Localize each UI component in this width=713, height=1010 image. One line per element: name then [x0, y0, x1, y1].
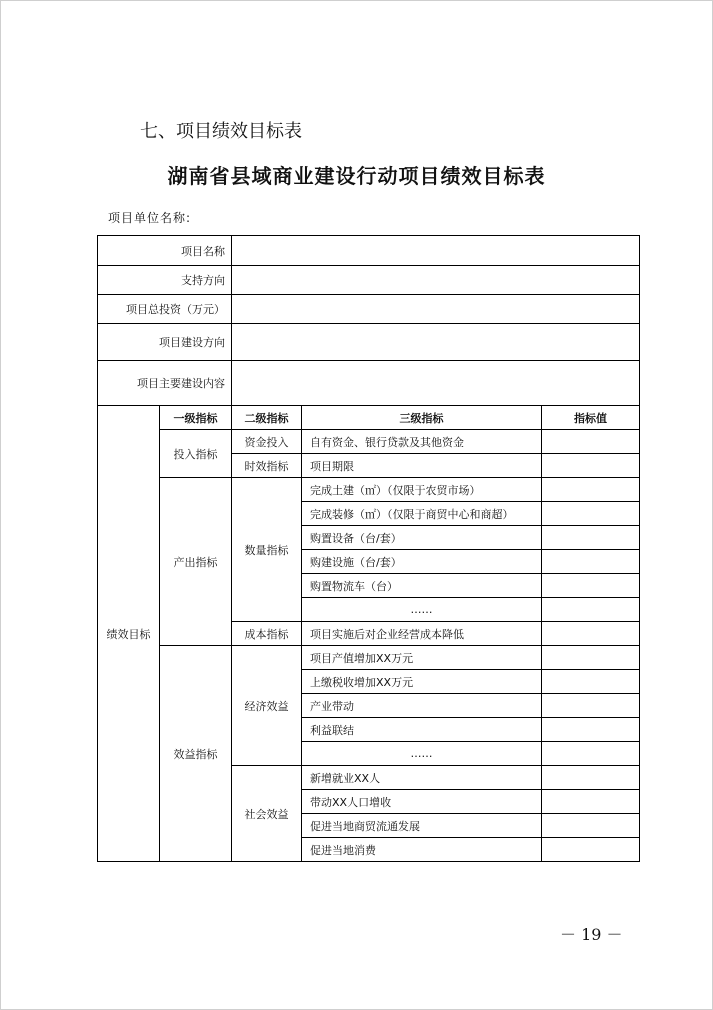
indicator-value-cell[interactable] — [542, 430, 640, 454]
info-value-cell[interactable] — [232, 324, 640, 361]
level3-cell: 购置物流车（台） — [302, 574, 542, 598]
header-row — [98, 406, 640, 430]
indicator-value-cell[interactable] — [542, 766, 640, 790]
level2-timeliness: 时效指标 — [232, 454, 302, 478]
info-value-cell[interactable] — [232, 266, 640, 295]
info-row-construction-direction — [98, 324, 640, 361]
info-value-cell[interactable] — [232, 236, 640, 266]
level3-cell: 利益联结 — [302, 718, 542, 742]
indicator-value-cell[interactable] — [542, 550, 640, 574]
indicator-value-cell[interactable] — [542, 646, 640, 670]
indicator-value-cell[interactable] — [542, 574, 640, 598]
indicator-value-cell[interactable] — [542, 694, 640, 718]
indicator-value-cell[interactable] — [542, 526, 640, 550]
info-value-cell[interactable] — [232, 295, 640, 324]
indicator-value-cell[interactable] — [542, 502, 640, 526]
info-value-cell[interactable] — [232, 361, 640, 406]
table-row — [98, 478, 640, 502]
info-label: 项目名称 — [98, 236, 232, 266]
level2-funds: 资金投入 — [232, 430, 302, 454]
header-level3: 三级指标 — [302, 406, 542, 430]
level2-quantity: 数量指标 — [232, 478, 302, 622]
level2-cost: 成本指标 — [232, 622, 302, 646]
level3-cell: 项目实施后对企业经营成本降低 — [302, 622, 542, 646]
performance-goal-table — [97, 235, 640, 862]
info-label: 项目主要建设内容 — [98, 361, 232, 406]
level3-cell: …… — [302, 742, 542, 766]
section-heading: 七、项目绩效目标表 — [140, 121, 302, 142]
page-number: － 19 － — [560, 925, 623, 944]
level3-cell: 项目产值增加XX万元 — [302, 646, 542, 670]
level2-economic: 经济效益 — [232, 646, 302, 766]
indicator-value-cell[interactable] — [542, 742, 640, 766]
info-label: 项目建设方向 — [98, 324, 232, 361]
level3-cell: 项目期限 — [302, 454, 542, 478]
info-label: 支持方向 — [98, 266, 232, 295]
header-value: 指标值 — [542, 406, 640, 430]
info-label: 项目总投资（万元） — [98, 295, 232, 324]
level3-cell: 带动XX人口增收 — [302, 790, 542, 814]
unit-name-label: 项目单位名称: — [108, 211, 192, 225]
level3-cell: 购置设备（台/套） — [302, 526, 542, 550]
info-row-construction-content — [98, 361, 640, 406]
level3-cell: 上缴税收增加XX万元 — [302, 670, 542, 694]
indicator-value-cell[interactable] — [542, 454, 640, 478]
indicator-value-cell[interactable] — [542, 478, 640, 502]
level3-cell: 促进当地消费 — [302, 838, 542, 862]
indicator-value-cell[interactable] — [542, 670, 640, 694]
header-level1: 一级指标 — [160, 406, 232, 430]
table-row — [98, 430, 640, 454]
indicator-value-cell[interactable] — [542, 814, 640, 838]
level3-cell: …… — [302, 598, 542, 622]
table-row — [98, 646, 640, 670]
level3-cell: 新增就业XX人 — [302, 766, 542, 790]
level1-output: 产出指标 — [160, 478, 232, 646]
level2-social: 社会效益 — [232, 766, 302, 862]
level1-benefit: 效益指标 — [160, 646, 232, 862]
header-level2: 二级指标 — [232, 406, 302, 430]
performance-goal-label: 绩效目标 — [98, 406, 160, 862]
level1-investment: 投入指标 — [160, 430, 232, 478]
level3-cell: 完成土建（㎡）（仅限于农贸市场） — [302, 478, 542, 502]
indicator-value-cell[interactable] — [542, 718, 640, 742]
level3-cell: 促进当地商贸流通发展 — [302, 814, 542, 838]
level3-cell: 产业带动 — [302, 694, 542, 718]
indicator-value-cell[interactable] — [542, 838, 640, 862]
indicator-value-cell[interactable] — [542, 622, 640, 646]
level3-cell: 自有资金、银行贷款及其他资金 — [302, 430, 542, 454]
indicator-value-cell[interactable] — [542, 790, 640, 814]
info-row-total-investment — [98, 295, 640, 324]
level3-cell: 购建设施（台/套） — [302, 550, 542, 574]
indicator-value-cell[interactable] — [542, 598, 640, 622]
info-row-support-direction — [98, 266, 640, 295]
table-title: 湖南省县域商业建设行动项目绩效目标表 — [167, 164, 546, 188]
info-row-project-name — [98, 236, 640, 266]
level3-cell: 完成装修（㎡）（仅限于商贸中心和商超） — [302, 502, 542, 526]
